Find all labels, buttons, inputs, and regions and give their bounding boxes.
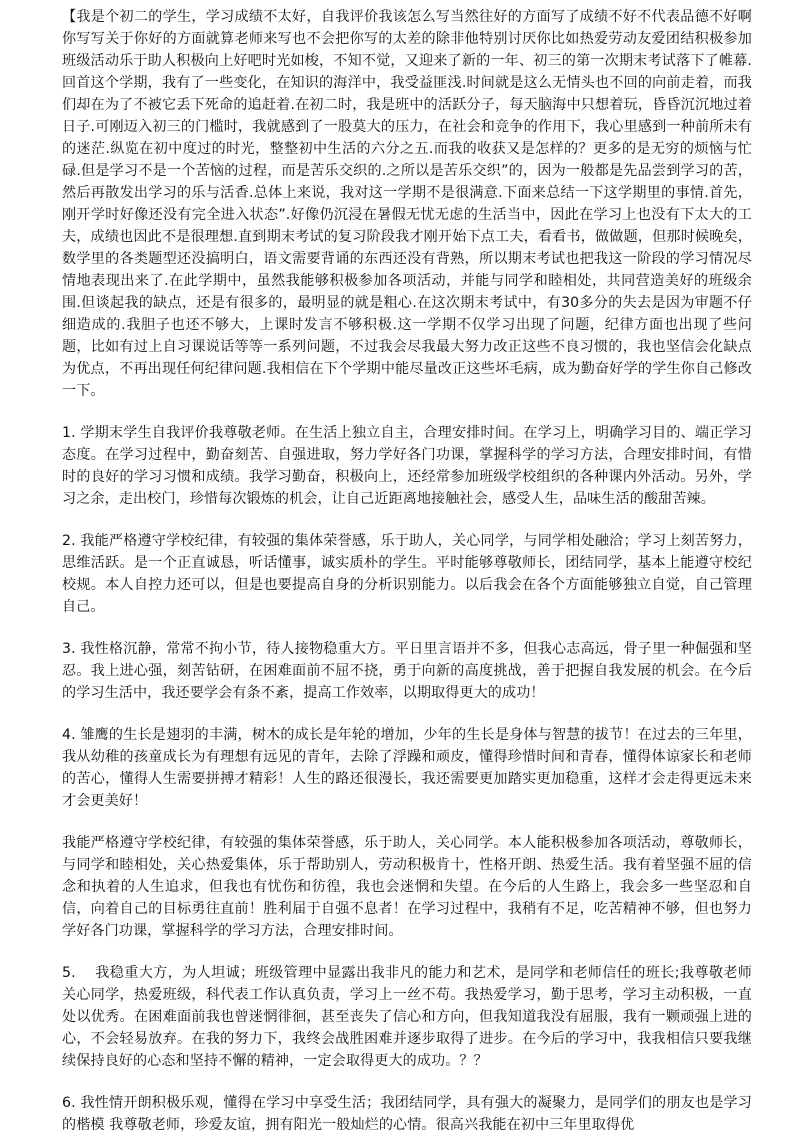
document-page: [62, 6, 752, 1136]
intro-paragraph: 【我是个初二的学生，学习成绩不太好，自我评价我该怎么写当然往好的方面写了成绩不好不代表品德不好啊你写写关于你好的方面就算老师来写也不会把你写的太差的除非他特别讨厌你比如热爱劳动友爱团结积极参加班级活动乐于助人积极向上好吧时光如梭，不知不觉，又迎来了新的一年、初三的第一次期末考试落下了帷幕.回首这个学期，我有了一些变化，在知识的海洋中，我受益匪浅.时间就是这么无情头也不回的向前走着，而我们却在为了不被它丢下死命的追赶着.在初二时，我是班中的活跃分子，每天脑海中只想着玩，昏昏沉沉地过着日子.可刚迈入初三的门槛时，我就感到了一股莫大的压力，在社会和竞争的作用下，我心里感到一种前所未有的迷茫.纵览在初中度过的时光，整整初中生活的六分之五.而我的收获又是怎样的？更多的是无穷的烦恼与忙碌.但是学习不是一个苦恼的过程，而是苦乐交织的.之所以是苦乐交织”的，因为一般都是先品尝到学习的苦，然后再散发出学习的乐与活香.总体上来说，我对这一学期不是很满意.下面来总结一下这学期里的事情.首先，刚开学时好像还没有完全进入状态”.好像仍沉浸在暑假无忧无虑的生活当中，因此在学习上也没有下太大的工夫，成绩也因此不是很理想.直到期末考试的复习阶段我才刚开始下点工夫，看看书，做做题，但那时候晚矣，数学里的各类题型还没搞明白，语文需要背诵的东西还没有背熟，所以期末考试也把我这一阶段的学习情况尽情地表现出来了.在此学期中，虽然我能够积极参加各项活动，并能与同学和睦相处，共同营造美好的班级余围.但谈起我的缺点，还是有很多的，最明显的就是粗心.在这次期末考试中，有30多分的失去是因为审题不仔细造成的.我胆子也还不够大，上课时发言不够积极.这一学期不仅学习出现了问题，纪律方面也出现了些问题，比如有过上自习课说话等等一系列问题，不过我会尽我最大努力改正这些不良习惯的，我也坚信会化缺点为优点，不再出现任何纪律问题.我相信在下个学期中能尽量改正这些坏毛病，成为勤奋好学的学生你自己修改一下。: [62, 9, 752, 399]
evaluation-paragraph-unnumbered: 我能严格遵守学校纪律，有较强的集体荣誉感，乐于助人，关心同学。本人能积极参加各项活动，尊敬师长，与同学和睦相处，关心热爱集体，乐于帮助别人，劳动积极肯十，性格开朗、热爱生活。我有着坚强不屈的信念和执着的人生追求，但我也有忧伤和彷徨，我也会迷惘和失望。在今后的人生路上，我会多一些坚忍和自信，向着自己的目标勇往直前！胜利届于自强不息者！在学习过程中，我稍有不足，吃苦精神不够，但也努力学好各门功课，掌握科学的学习方法，合理安排时间。: [62, 835, 752, 939]
evaluation-paragraph-6: 6. 我性情开朗积极乐观，懂得在学习中享受生活；我团结同学，具有强大的凝聚力，是同学们的朋友也是学习的楷模 我尊敬老师，珍爱友谊，拥有阳光一般灿烂的心情。很高兴我能在初中三年里取得优: [62, 1095, 752, 1133]
evaluation-paragraph-1: 1. 学期末学生自我评价我尊敬老师。在生活上独立自主，合理安排时间。在学习上，明确学习目的、端正学习态度。在学习过程中，勤奋刻苦、自强进取，努力学好各门功课，掌握科学的学习方法，合理安排时间，有惜时的良好的学习习惯和成绩。我学习勤奋，积极向上，还经常参加班级学校组织的各种课内外活动。另外，学习之余，走出校门，珍惜每次锻炼的机会，让自己近距离地接触社会，感受人生，品味生活的酸甜苦辣。: [62, 425, 752, 507]
evaluation-paragraph-2: 2. 我能严格遵守学校纪律，有较强的集体荣誉感，乐于助人，关心同学，与同学相处融洽；学习上刻苦努力，思维活跃。是一个正直诚恳，听话懂事，诚实质朴的学生。平时能够尊敬师长，团结同学，基本上能遵守校纪校规。本人自控力还可以，但是也要提高自身的分析识别能力。以后我会在各个方面能够独立自觉，自己管理自己。: [62, 533, 752, 615]
evaluation-paragraph-3: 3. 我性格沉静，常常不拘小节，待人接物稳重大方。平日里言语并不多，但我心志高远，骨子里一种倔强和坚忍。我上进心强，刻苦钻研，在困难面前不屈不挠，勇于向新的高度挑战，善于把握自我发展的机会。在今后的学习生活中，我还要学会有条不紊，提高工作效率，以期取得更大的成功！: [62, 641, 752, 701]
evaluation-paragraph-5: 5. 我稳重大方，为人坦诚；班级管理中显露出我非凡的能力和艺术，是同学和老师信任的班长;我尊敬老师关心同学，热爱班级，科代表工作认真负责，学习上一丝不苟。我热爱学习，勤于思考，学习主动积极，一直处以优秀。在困难面前我也曾迷惘徘徊，甚至丧失了信心和方向，但我知道我没有屈服，我有一颗顽强上进的心，不会轻易放弃。在我的努力下，我终会战胜困难并逐步取得了进步。在今后的学习中，我我相信只要我继续保持良好的心态和坚持不懈的精神，一定会取得更大的成功。？？: [62, 965, 752, 1069]
evaluation-paragraph-4: 4. 雏鹰的生长是翅羽的丰满，树木的成长是年轮的增加，少年的生长是身体与智慧的拔节！在过去的三年里，我从幼稚的孩童成长为有理想有远见的青年，去除了浮躁和顽皮，懂得珍惜时间和青春，懂得体谅家长和老师的苦心，懂得人生需要拼搏才精彩！人生的路还很漫长，我还需要更加踏实更加稳重，这样才会走得更远未来才会更美好！: [62, 727, 752, 809]
